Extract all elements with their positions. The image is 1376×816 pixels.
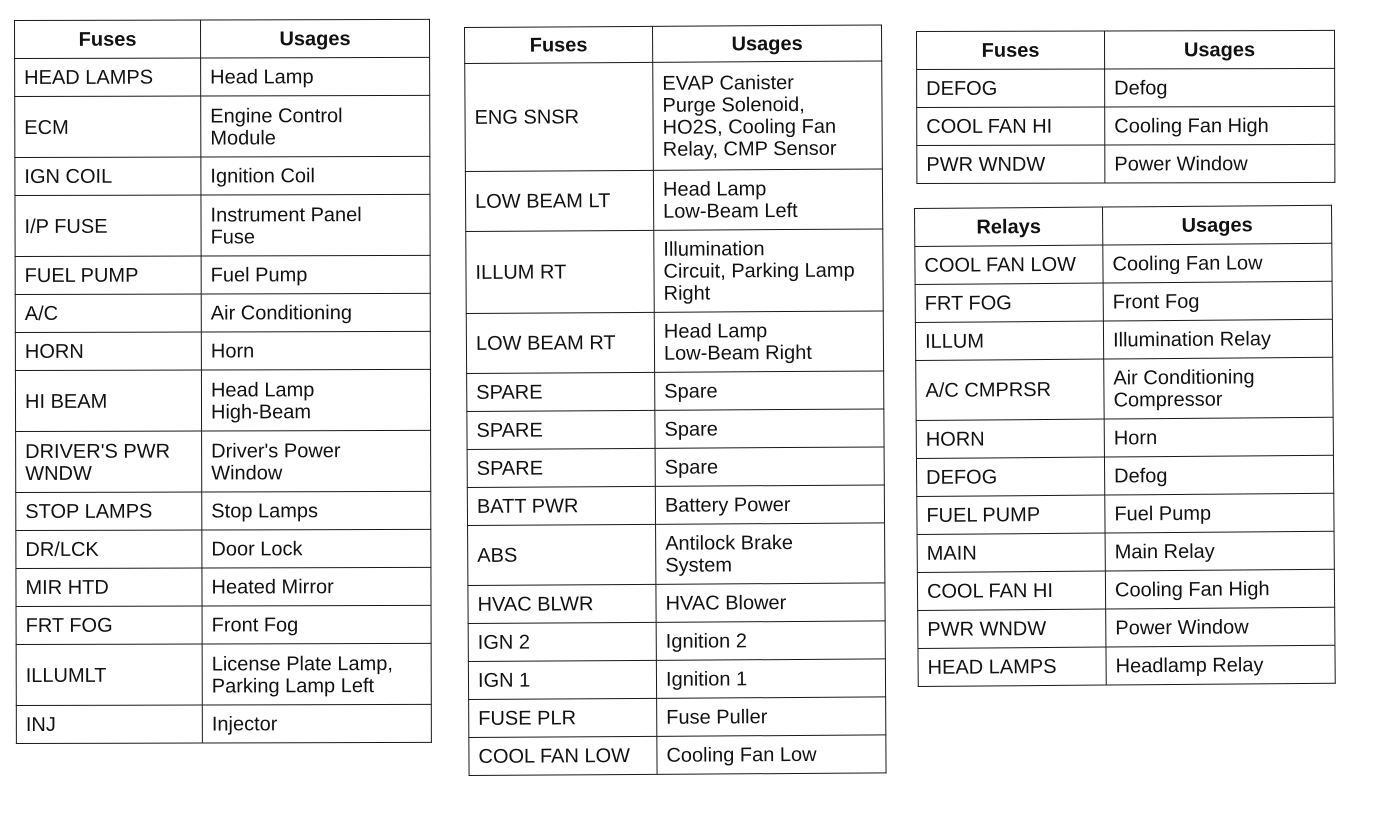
table-row xyxy=(15,156,430,195)
cell-name: HEAD LAMPS xyxy=(15,58,201,96)
cell-name: COOL FAN LOW xyxy=(469,736,657,775)
cell-usage: Ignition 1 xyxy=(656,659,885,698)
cell-name: ILLUM RT xyxy=(466,230,654,313)
cell-usage: Antilock Brake System xyxy=(656,523,885,584)
cell-usage: Fuel Pump xyxy=(201,255,430,294)
column-header-name: Fuses xyxy=(15,20,201,58)
cell-usage: Illumination Circuit, Parking Lamp Right xyxy=(654,229,883,312)
cell-name: HI BEAM xyxy=(15,370,201,431)
cell-name: FUSE PLR xyxy=(469,698,657,737)
table-row xyxy=(15,255,430,294)
cell-name: FRT FOG xyxy=(16,606,202,644)
cell-usage: HVAC Blower xyxy=(656,583,885,622)
table-row xyxy=(15,331,430,370)
cell-name: FUEL PUMP xyxy=(917,495,1105,534)
cell-name: IGN 2 xyxy=(468,622,656,661)
cell-name: SPARE xyxy=(467,448,655,487)
cell-usage: Horn xyxy=(1104,417,1333,457)
table-row xyxy=(466,229,883,314)
cell-usage: Power Window xyxy=(1106,607,1335,647)
cell-usage: Cooling Fan High xyxy=(1105,569,1334,609)
table-row xyxy=(469,735,886,776)
cell-usage: Battery Power xyxy=(655,485,884,524)
table-row xyxy=(16,704,431,743)
table-row xyxy=(918,645,1335,686)
cell-usage: Air Conditioning Compressor xyxy=(1104,357,1333,419)
table-row xyxy=(467,447,884,488)
table-row xyxy=(466,311,883,374)
cell-usage: Front Fog xyxy=(1103,281,1332,321)
table-row xyxy=(469,697,886,738)
table-row xyxy=(916,417,1333,458)
cell-name: I/P FUSE xyxy=(15,195,201,256)
cell-name: FRT FOG xyxy=(915,283,1103,322)
cell-name: A/C xyxy=(15,294,201,332)
table-header-row xyxy=(465,25,882,64)
cell-usage: Headlamp Relay xyxy=(1106,645,1335,685)
cell-usage: Air Conditioning xyxy=(201,293,430,332)
cell-usage: Horn xyxy=(201,331,430,370)
cell-usage: Head Lamp xyxy=(201,57,430,96)
cell-usage: Fuel Pump xyxy=(1105,493,1334,533)
fuse-table-1 xyxy=(14,19,432,744)
table-row xyxy=(467,371,884,412)
cell-name: COOL FAN LOW xyxy=(915,245,1103,284)
table-row xyxy=(917,493,1334,534)
cell-name: IGN 1 xyxy=(468,660,656,699)
cell-usage: Stop Lamps xyxy=(202,491,431,530)
cell-usage: Power Window xyxy=(1105,144,1335,183)
cell-name: COOL FAN HI xyxy=(917,571,1105,610)
cell-name: A/C CMPRSR xyxy=(916,359,1104,420)
cell-usage: Cooling Fan Low xyxy=(1103,243,1332,283)
cell-usage: Cooling Fan High xyxy=(1105,106,1335,145)
cell-usage: Illumination Relay xyxy=(1103,319,1332,359)
fuse-table-3 xyxy=(916,30,1335,184)
cell-usage: Ignition 2 xyxy=(656,621,885,660)
cell-usage: Cooling Fan Low xyxy=(657,735,886,774)
table-row xyxy=(917,106,1335,145)
cell-name: INJ xyxy=(16,705,202,743)
cell-name: MAIN xyxy=(917,533,1105,572)
cell-usage: Spare xyxy=(655,447,884,486)
table-row xyxy=(917,144,1335,183)
column-header-usage: Usages xyxy=(652,25,881,62)
table-row xyxy=(916,357,1333,420)
cell-name: ILLUMLT xyxy=(16,644,202,705)
table-row xyxy=(16,605,431,644)
cell-usage: Spare xyxy=(655,409,884,448)
table-row xyxy=(15,57,430,96)
cell-name: SPARE xyxy=(467,410,655,449)
table-row xyxy=(465,61,883,172)
cell-name: DR/LCK xyxy=(16,530,202,568)
table-row xyxy=(917,531,1334,572)
table-row xyxy=(16,567,431,606)
table-row xyxy=(15,95,430,157)
cell-name: PWR WNDW xyxy=(918,609,1106,648)
relay-table xyxy=(914,205,1336,687)
cell-usage: EVAP Canister Purge Solenoid, HO2S, Cooling Fan Relay, CMP Sensor xyxy=(653,61,883,170)
cell-usage: Front Fog xyxy=(202,605,431,644)
column-header-usage: Usages xyxy=(201,19,430,58)
cell-name: LOW BEAM RT xyxy=(466,312,654,373)
cell-usage: Driver's Power Window xyxy=(202,430,431,492)
table-row xyxy=(15,194,430,256)
cell-name: HORN xyxy=(916,419,1104,458)
cell-name: COOL FAN HI xyxy=(917,107,1105,145)
table-row xyxy=(917,68,1335,107)
table-row xyxy=(468,523,885,586)
table-row xyxy=(916,455,1333,496)
cell-usage: Defog xyxy=(1105,68,1335,107)
cell-usage: Defog xyxy=(1104,455,1333,495)
column-header-name: Relays xyxy=(915,207,1103,246)
cell-name: HEAD LAMPS xyxy=(918,647,1106,686)
table-row xyxy=(16,643,431,705)
fuse-table-2 xyxy=(464,24,887,776)
table-row xyxy=(918,607,1335,648)
column-header-usage: Usages xyxy=(1102,205,1331,245)
cell-name: IGN COIL xyxy=(15,157,201,195)
cell-name: LOW BEAM LT xyxy=(465,170,653,231)
table-row xyxy=(917,569,1334,610)
column-header-usage: Usages xyxy=(1105,30,1335,69)
cell-name: DEFOG xyxy=(917,69,1105,107)
table-header-row xyxy=(915,205,1332,246)
column-header-name: Fuses xyxy=(465,26,653,63)
cell-name: ILLUM xyxy=(915,321,1103,360)
cell-usage: Engine Control Module xyxy=(201,95,430,157)
cell-name: BATT PWR xyxy=(467,486,655,525)
cell-usage: License Plate Lamp, Parking Lamp Left xyxy=(202,643,431,705)
table-row xyxy=(468,621,885,662)
cell-name: FUEL PUMP xyxy=(15,256,201,294)
table-row xyxy=(16,491,431,530)
cell-usage: Instrument Panel Fuse xyxy=(201,194,430,256)
cell-name: HORN xyxy=(15,332,201,370)
table-row xyxy=(16,529,431,568)
table-row xyxy=(15,369,430,431)
cell-usage: Head Lamp Low-Beam Right xyxy=(654,311,883,372)
table-row xyxy=(467,485,884,526)
table-header-row xyxy=(917,30,1335,69)
cell-usage: Injector xyxy=(202,704,431,743)
table-row xyxy=(467,409,884,450)
cell-usage: Heated Mirror xyxy=(202,567,431,606)
table-row xyxy=(915,281,1332,322)
cell-name: SPARE xyxy=(467,372,655,411)
table-row xyxy=(16,430,431,492)
cell-usage: Fuse Puller xyxy=(657,697,886,736)
table-row xyxy=(465,169,882,232)
cell-name: ECM xyxy=(15,96,201,157)
table-header-row xyxy=(15,19,430,58)
table-row xyxy=(15,293,430,332)
cell-name: ABS xyxy=(468,524,656,585)
cell-name: ENG SNSR xyxy=(465,62,654,171)
cell-usage: Main Relay xyxy=(1105,531,1334,571)
table-row xyxy=(915,319,1332,360)
cell-name: HVAC BLWR xyxy=(468,584,656,623)
cell-name: STOP LAMPS xyxy=(16,492,202,530)
table-row xyxy=(468,659,885,700)
cell-name: MIR HTD xyxy=(16,568,202,606)
cell-usage: Head Lamp High-Beam xyxy=(201,369,430,431)
column-header-name: Fuses xyxy=(917,31,1105,69)
cell-usage: Ignition Coil xyxy=(201,156,430,195)
cell-usage: Head Lamp Low-Beam Left xyxy=(653,169,882,230)
cell-usage: Door Lock xyxy=(202,529,431,568)
cell-usage: Spare xyxy=(655,371,884,410)
cell-name: DEFOG xyxy=(916,457,1104,496)
cell-name: DRIVER'S PWR WNDW xyxy=(16,431,202,492)
cell-name: PWR WNDW xyxy=(917,145,1105,183)
table-row xyxy=(915,243,1332,284)
table-row xyxy=(468,583,885,624)
